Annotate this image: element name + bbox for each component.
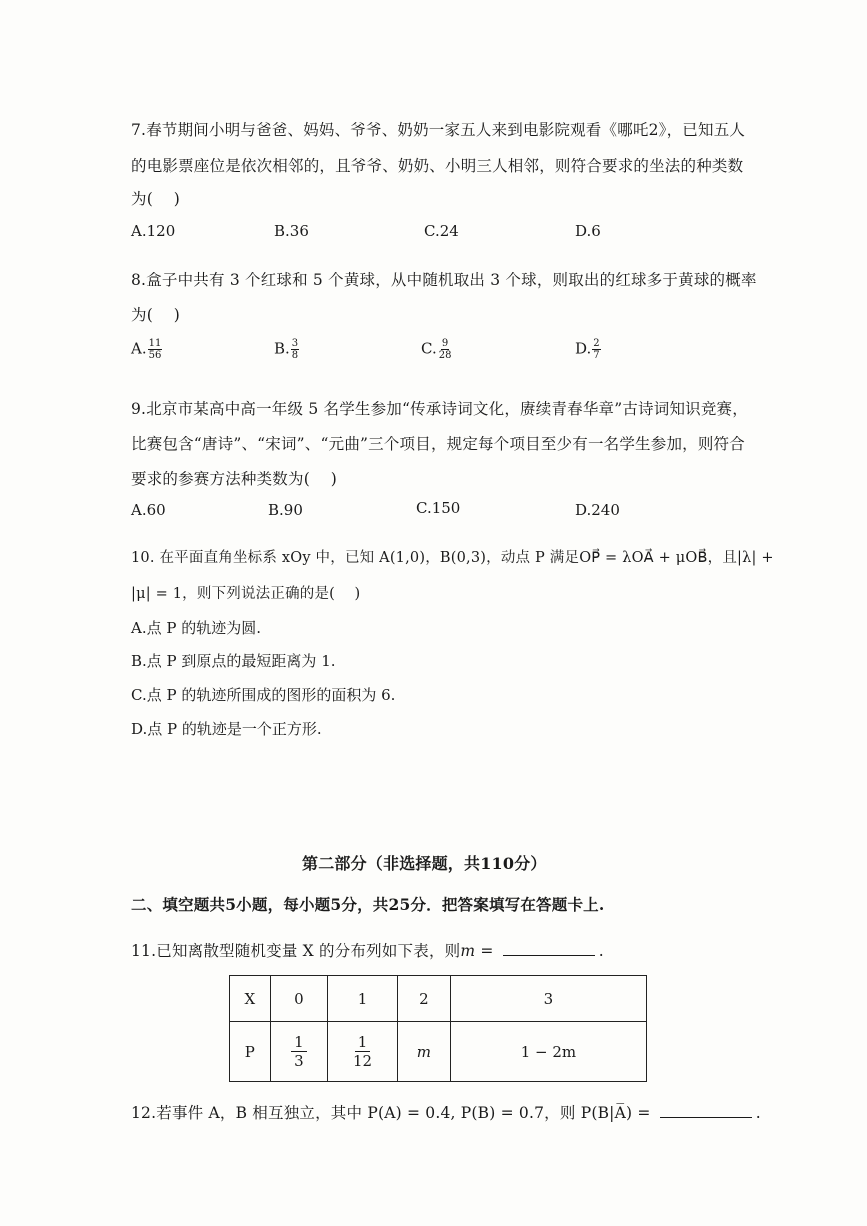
q10-line1: 10. 在平面直角坐标系 xOy 中，已知 A(1,0)，B(0,3)，动点 P 满足OP⃗ = λOA⃗ + μOB⃗，且|λ| + xyxy=(131,550,774,566)
q9-option-a[interactable]: A.60 xyxy=(131,501,166,519)
table-cell: P xyxy=(230,1022,271,1082)
q7-line1: 7.春节期间小明与爸爸、妈妈、爷爷、奶奶一家五人来到电影院观看《哪吒2》，已知五人 xyxy=(131,121,746,139)
table-cell: m xyxy=(397,1022,450,1082)
q8-line2: 为( ) xyxy=(131,306,181,324)
fraction: $\frac{11}{56}$ xyxy=(148,338,162,361)
q11-text: 11.已知离散型随机变量 X 的分布列如下表，则m = . xyxy=(131,942,604,960)
fraction: $\frac{9}{28}$ xyxy=(438,338,452,361)
distribution-table xyxy=(229,975,647,1082)
q9-line2: 比赛包含“唐诗”、“宋词”、“元曲”三个项目，规定每个项目至少有一名学生参加，则符合 xyxy=(131,435,745,453)
q10-option-d[interactable]: D.点 P 的轨迹是一个正方形. xyxy=(131,720,322,738)
q9-line1: 9.北京市某高中高一年级 5 名学生参加“传承诗词文化，赓续青春华章”古诗词知识竞赛， xyxy=(131,400,748,418)
table-cell xyxy=(270,1022,328,1082)
q10-line2: |μ| = 1，则下列说法正确的是( ) xyxy=(131,586,361,602)
fraction: $\frac{1}{3}$ xyxy=(291,1033,307,1070)
table-row xyxy=(230,976,647,1022)
q9-line3: 要求的参赛方法种类数为( ) xyxy=(131,470,338,488)
q10-option-c[interactable]: C.点 P 的轨迹所围成的图形的面积为 6. xyxy=(131,686,396,704)
q12-text: 12.若事件 A，B 相互独立，其中 P(A) = 0.4, P(B) = 0.7，则 P(B|A̅) = . xyxy=(131,1104,761,1122)
answer-blank[interactable] xyxy=(503,941,595,956)
table-cell: 3 xyxy=(450,976,646,1022)
q8-option-c[interactable]: C. $\frac{9}{28}$ xyxy=(421,338,452,361)
table-cell: 0 xyxy=(270,976,328,1022)
q8-option-a[interactable]: A. $\frac{11}{56}$ xyxy=(131,338,162,361)
table-cell: 2 xyxy=(397,976,450,1022)
q7-option-c[interactable]: C.24 xyxy=(424,222,459,240)
q9-option-d[interactable]: D.240 xyxy=(575,501,620,519)
q7-line2: 的电影票座位是依次相邻的，且爷爷、奶奶、小明三人相邻，则符合要求的坐法的种类数 xyxy=(131,157,744,175)
table-cell: X xyxy=(230,976,271,1022)
q8-line1: 8.盒子中共有 3 个红球和 5 个黄球，从中随机取出 3 个球，则取出的红球多于黄球的概率 xyxy=(131,271,757,289)
q10-option-a[interactable]: A.点 P 的轨迹为圆. xyxy=(131,619,261,637)
q7-option-b[interactable]: B.36 xyxy=(274,222,309,240)
table-row xyxy=(230,1022,647,1082)
table-cell xyxy=(328,1022,398,1082)
q7-line3: 为( ) xyxy=(131,190,181,208)
q9-option-c[interactable]: C.150 xyxy=(416,499,461,517)
fraction: $\frac{1}{12}$ xyxy=(352,1033,373,1070)
q10-option-b[interactable]: B.点 P 到原点的最短距离为 1. xyxy=(131,652,336,670)
table-cell: 1 xyxy=(328,976,398,1022)
q9-option-b[interactable]: B.90 xyxy=(268,501,303,519)
table-cell: 1 − 2m xyxy=(450,1022,646,1082)
fraction: $\frac{3}{8}$ xyxy=(291,338,299,361)
answer-blank[interactable] xyxy=(660,1103,752,1118)
q7-option-a[interactable]: A.120 xyxy=(131,222,176,240)
part2-title: 第二部分（非选择题，共110分） xyxy=(302,854,547,873)
q7-option-d[interactable]: D.6 xyxy=(575,222,601,240)
q8-option-b[interactable]: B. $\frac{3}{8}$ xyxy=(274,338,299,361)
q8-option-d[interactable]: D. $\frac{2}{7}$ xyxy=(575,338,600,361)
section-header: 二、填空题共5小题，每小题5分，共25分．把答案填写在答题卡上. xyxy=(131,895,605,914)
fraction: $\frac{2}{7}$ xyxy=(593,338,600,361)
